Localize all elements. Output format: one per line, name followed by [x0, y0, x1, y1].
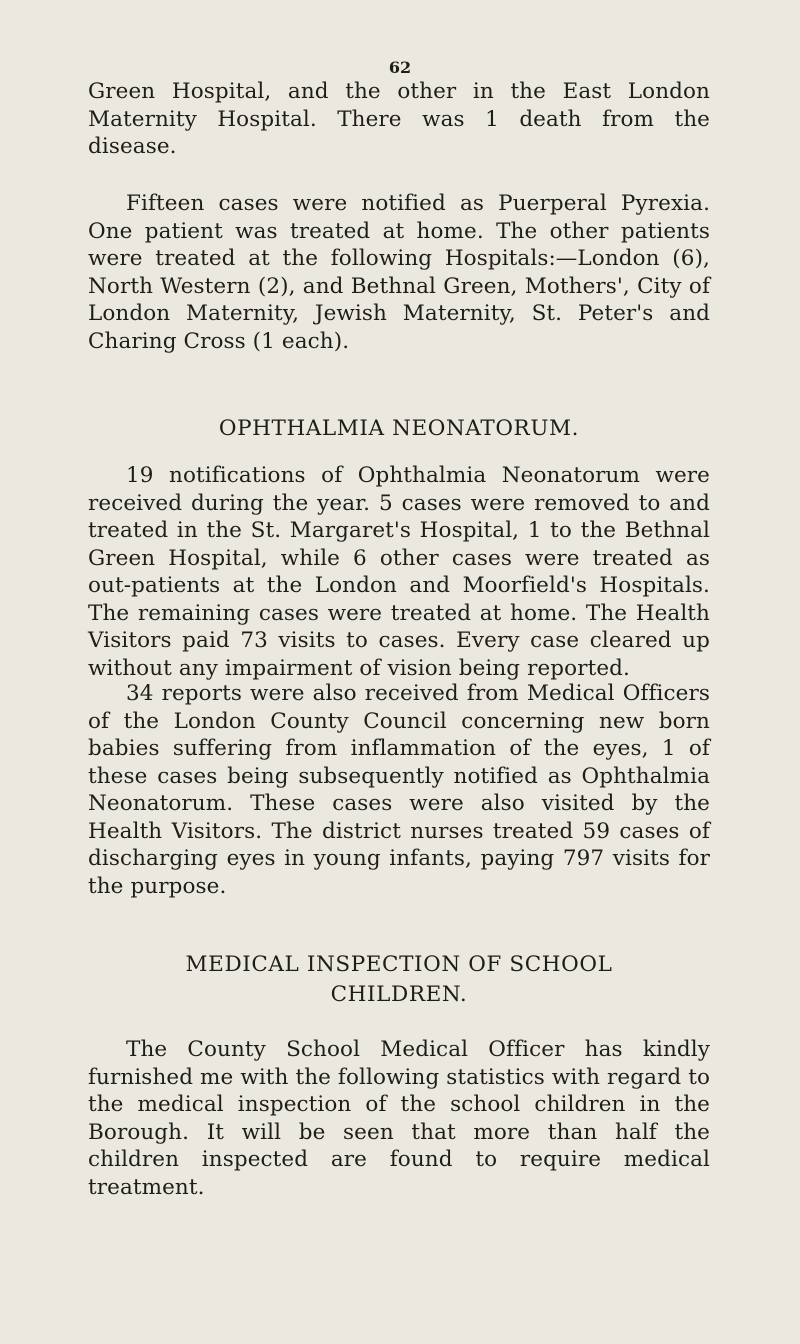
ophthalmia-heading: OPHTHALMIA NEONATORUM.	[218, 416, 580, 441]
school-inspection-paragraph: The County School Medical Officer has kindly furnished me with the following statistics with regard to the medical inspection of the school children in the Borough. It will be seen that more than half the children inspected are found to require medical treatment.	[88, 1037, 710, 1200]
school-heading-line-1: MEDICAL INSPECTION OF SCHOOL	[185, 952, 613, 977]
continuation-paragraph: Green Hospital, and the other in the East London Maternity Hospital. There was 1 death from the disease.	[88, 79, 710, 159]
school-heading-line-2: CHILDREN.	[330, 982, 468, 1007]
ophthalmia-paragraph-2: 34 reports were also received from Medical Officers of the London County Council concerning new born babies suffering from inflammation of the eyes, 1 of these cases being subsequently notified as Ophthalmia Neonatorum. These cases were also visited by the Health Visitors. The district nurses treated 59 cases of discharging eyes in young infants, paying 797 visits for the purpose.	[88, 681, 710, 899]
school-inspection-heading	[88, 950, 710, 1010]
ophthalmia-paragraph-1: 19 notifications of Ophthalmia Neonatorum were received during the year. 5 cases were removed to and treated in the St. Margaret's Hospital, 1 to the Bethnal Green Hospital, while 6 other cases were treated as out-patients at the London and Moorfield's Hospitals. The remaining cases were treated at home. The Health Visitors paid 73 visits to cases. Every case cleared up without any impairment of vision being reported.	[88, 463, 710, 681]
page-number: 62	[388, 58, 412, 77]
puerperal-pyrexia-paragraph: Fifteen cases were notified as Puerperal Pyrexia. One patient was treated at home. The other patients were treated at the following Hospitals:—London (6), North Western (2), and Bethnal Green, Mothers', City of London Maternity, Jewish Maternity, St. Peter's and Charing Cross (1 each).	[88, 191, 710, 354]
